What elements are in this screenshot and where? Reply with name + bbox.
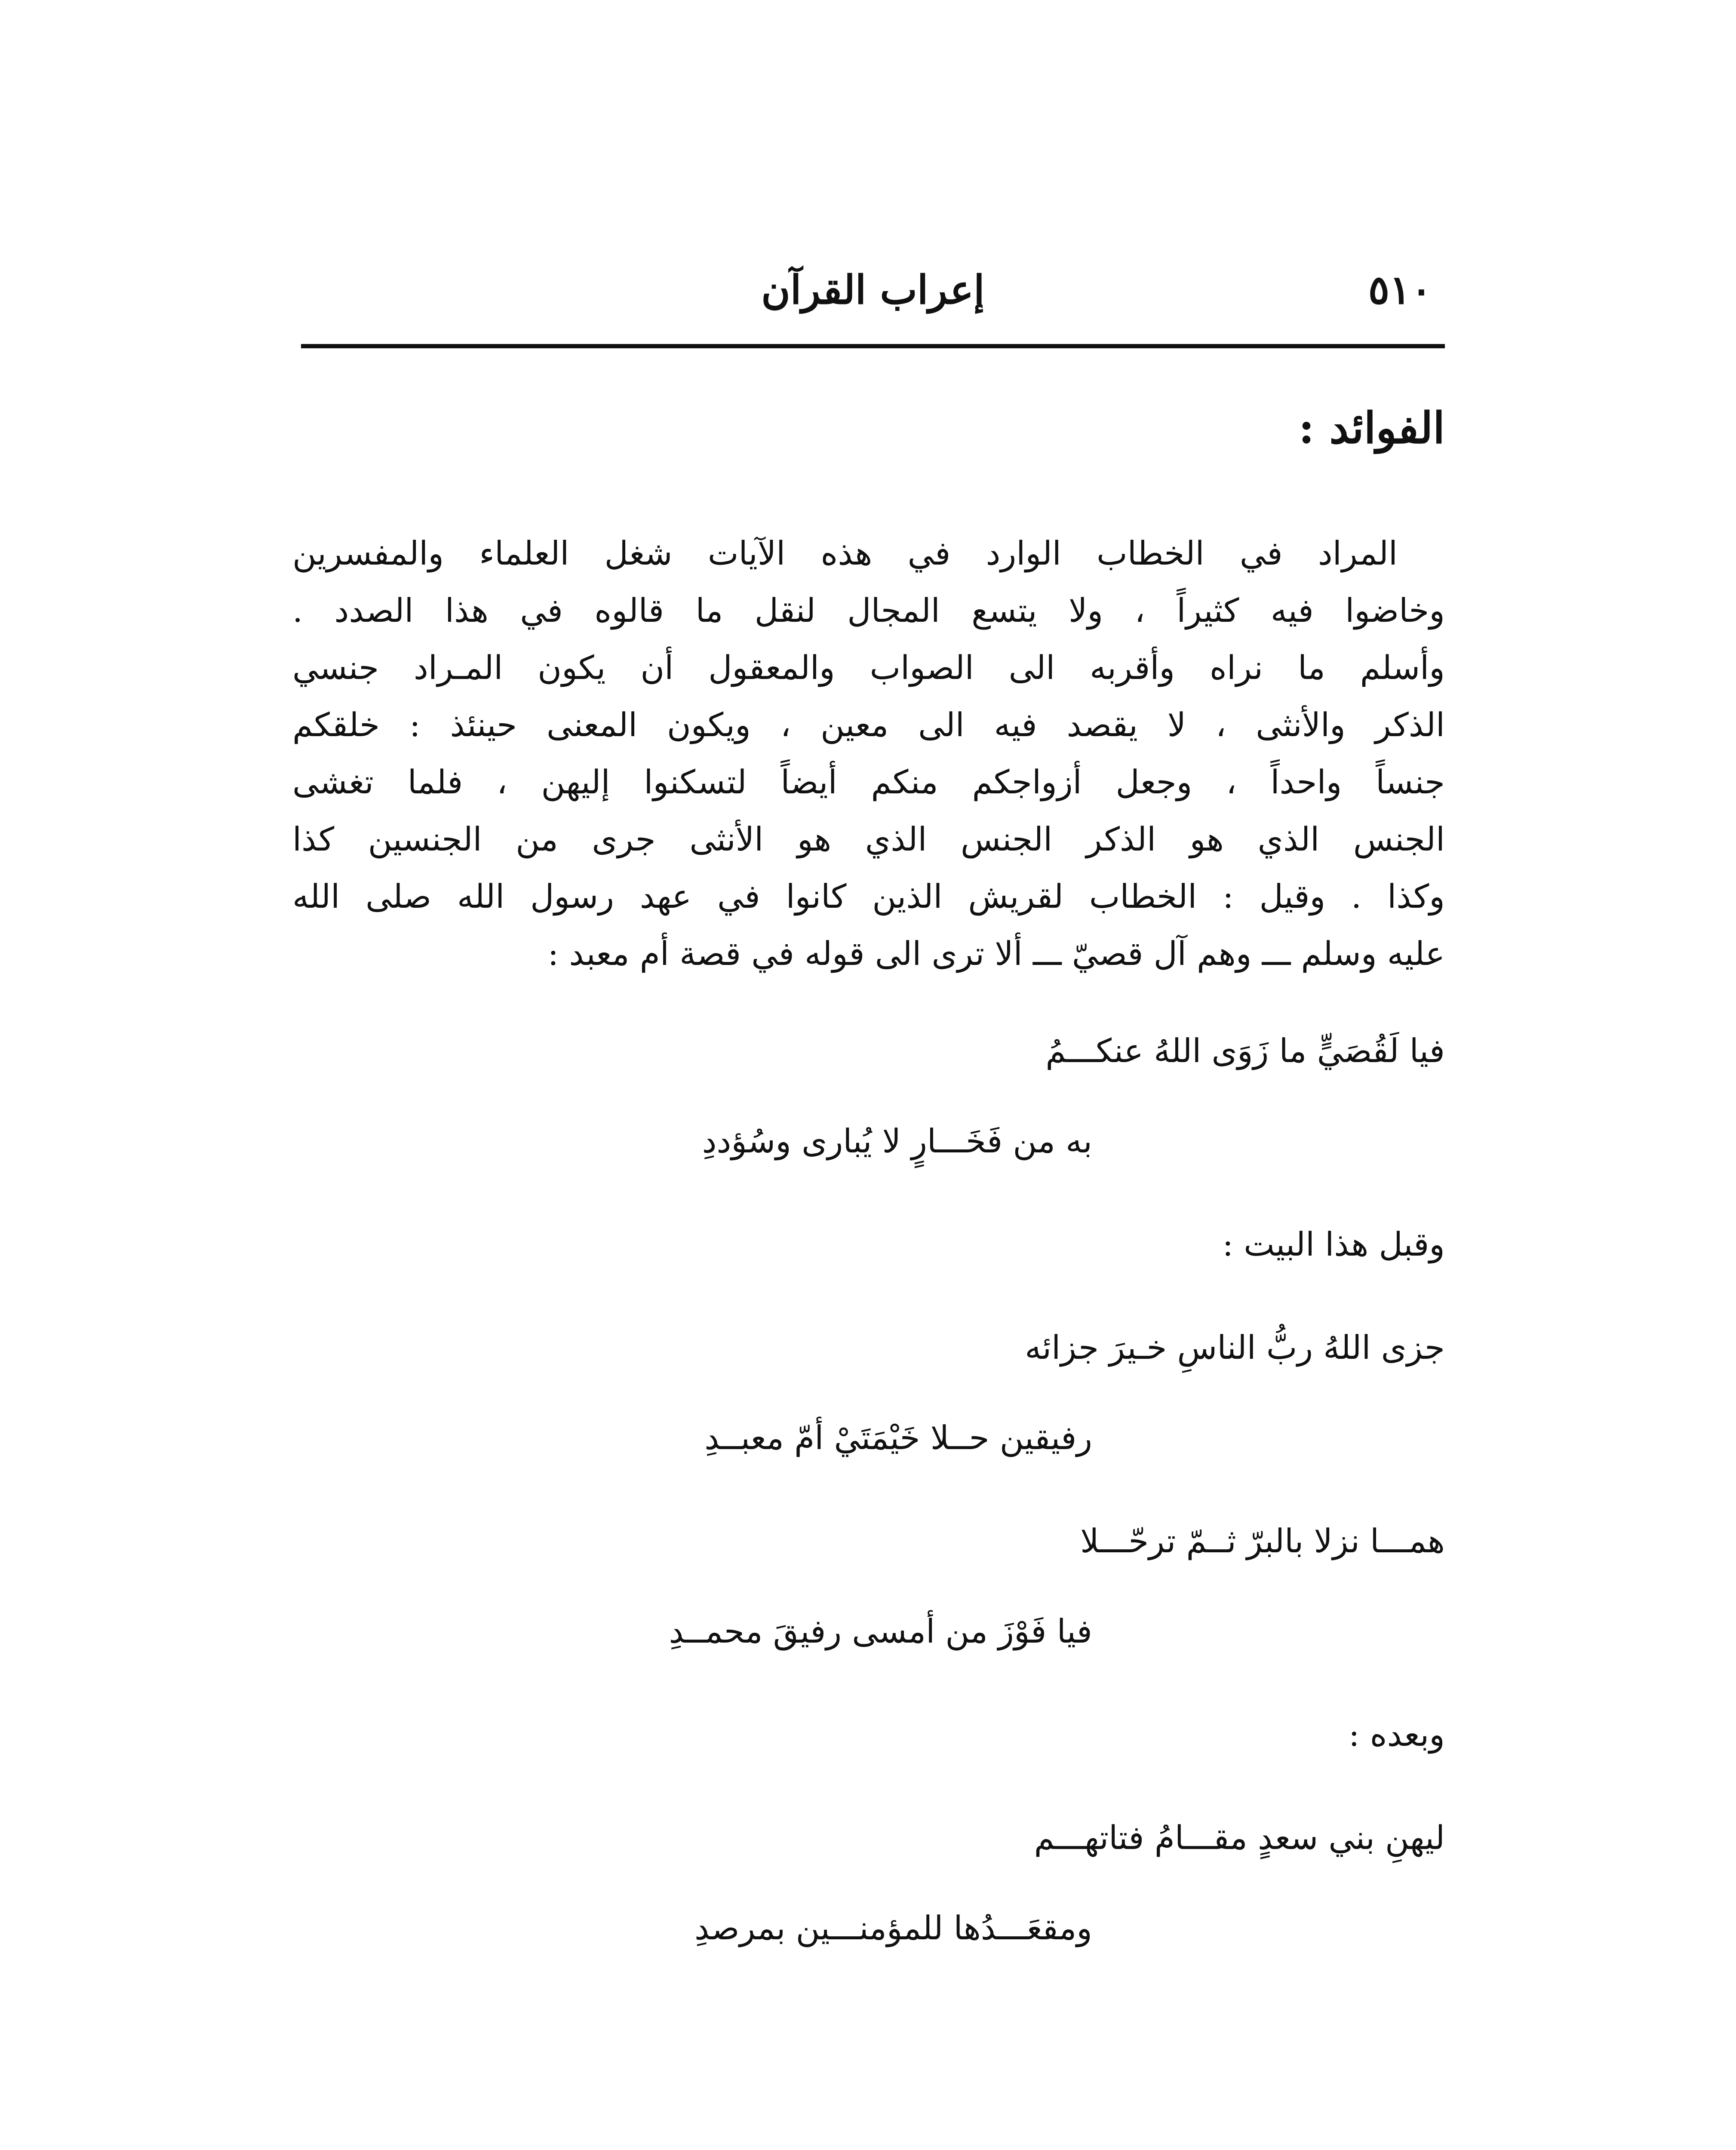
verse-second-hemistich: ومقعَـــدُها للمؤمنـــين بمرصدِ (694, 1909, 1092, 1947)
paragraph-line: الجنس الذي هو الذكر الجنس الذي هو الأنثى جرى من الجنسين كذا (292, 820, 1445, 858)
main-paragraph (292, 525, 1445, 982)
running-title: إعراب القرآن (761, 267, 985, 313)
verse-block (292, 1025, 1445, 1954)
verse-first-hemistich: فيا لَقُصَيٍّ ما زَوَى اللهُ عنكـــمُ (1045, 1032, 1445, 1070)
header-rule (301, 344, 1445, 348)
section-heading: الفوائد : (1298, 402, 1445, 453)
page-content (292, 396, 1445, 2006)
transition-text: وبعده : (1349, 1715, 1445, 1754)
page-number: ٥١٠ (1368, 267, 1432, 313)
verse-second-hemistich: رفيقين حــلا خَيْمَتَيْ أمّ معبــدِ (704, 1419, 1092, 1457)
verse-first-hemistich: ليهنِ بني سعدٍ مقـــامُ فتاتهـــم (1034, 1818, 1445, 1857)
verse-first-hemistich: همـــا نزلا بالبرّ ثــمّ ترحّـــلا (1080, 1522, 1445, 1560)
paragraph-line: المراد في الخطاب الوارد في هذه الآيات شغل العلماء والمفسرين (292, 534, 1398, 572)
paragraph-line: عليه وسلم ـــ وهم آل قصيّ ـــ ألا ترى الى قوله في قصة أم معبد : (547, 934, 1445, 973)
paragraph-line: وأسلم ما نراه وأقربه الى الصواب والمعقول أن يكون المـراد جنسي (292, 648, 1445, 687)
paragraph-line: الذكر والأنثى ، لا يقصد فيه الى معين ، ويكون المعنى حينئذ : خلقكم (292, 706, 1445, 744)
verse-second-hemistich: فيا فَوْزَ من أمسى رفيقَ محمــدِ (669, 1612, 1092, 1650)
paragraph-line: جنساً واحداً ، وجعل أزواجكم منكم أيضاً لتسكنوا إليهن ، فلما تغشى (292, 763, 1445, 801)
verse-first-hemistich: جزى اللهُ ربُّ الناسِ خـيرَ جزائه (1025, 1328, 1445, 1367)
paragraph-line: وكذا . وقيل : الخطاب لقريش الذين كانوا في عهد رسول الله صلى الله (292, 877, 1445, 915)
paragraph-line: وخاضوا فيه كثيراً ، ولا يتسع المجال لنقل ما قالوه في هذا الصدد . (292, 591, 1445, 630)
page-header (301, 267, 1445, 331)
transition-text: وقبل هذا البيت : (1222, 1225, 1445, 1263)
verse-second-hemistich: به من فَخَـــارٍ لا يُبارى وسُؤددِ (702, 1122, 1092, 1160)
